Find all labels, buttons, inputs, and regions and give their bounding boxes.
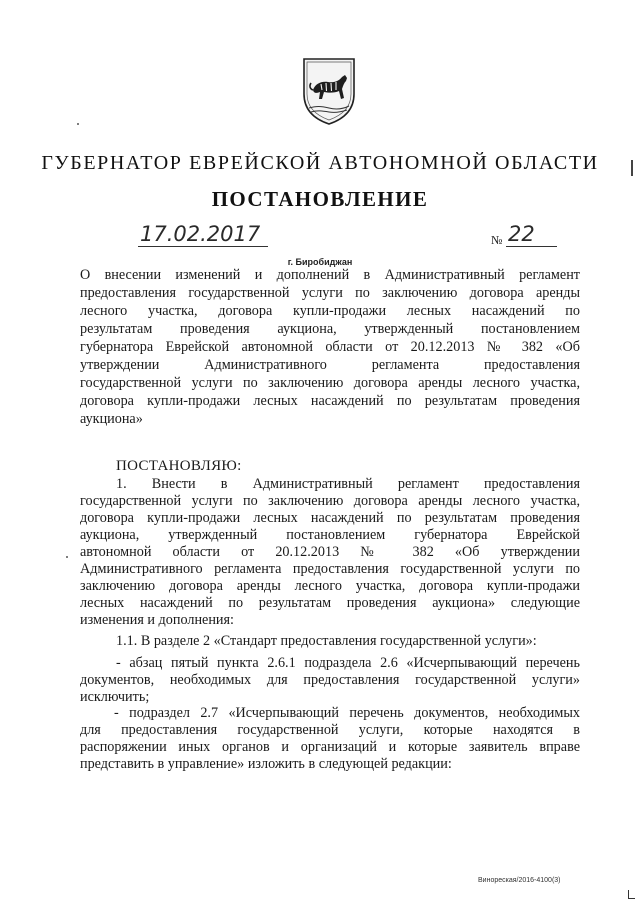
heading-line: лесного участка, договора купли-продажи лесных насаждений по xyxy=(80,303,580,319)
text-line: государственной услуги по заключению договора аренды лесного участка, xyxy=(80,493,580,509)
text-line: Административного регламента предоставления государственной услуги по xyxy=(80,561,580,577)
paragraph-amendment-1 xyxy=(80,655,580,706)
document-date: 17.02.2017 xyxy=(138,224,268,247)
decree-word: ПОСТАНОВЛЯЮ: xyxy=(116,458,242,474)
text-line: представить в управление» изложить в следующей редакции: xyxy=(80,756,452,772)
footer-code: Винореская/2016-4100(3) xyxy=(478,877,561,884)
governor-title: ГУБЕРНАТОР ЕВРЕЙСКОЙ АВТОНОМНОЙ ОБЛАСТИ xyxy=(41,152,599,174)
document-type: ПОСТАНОВЛЕНИЕ xyxy=(211,187,429,211)
heading-line: договора купли-продажи лесных насаждений по результатам проведения xyxy=(80,393,580,409)
scan-speck xyxy=(77,123,79,125)
scan-corner-mark xyxy=(628,890,635,899)
text-line: договора купли-продажи лесных насаждений по результатам проведения xyxy=(80,510,580,526)
number-sign: № xyxy=(491,233,503,247)
text-line: 1.1. В разделе 2 «Стандарт предоставления государственной услуги»: xyxy=(116,633,537,649)
heading-line: аукциона» xyxy=(80,411,143,427)
scan-speck xyxy=(66,556,68,558)
heading-line: губернатора Еврейской автономной области от 20.12.2013 № 382 «Об xyxy=(80,339,580,355)
text-line: документов, необходимых для предоставления государственной услуги» xyxy=(80,672,580,688)
heading-line: государственной услуги по заключению договора аренды лесного участка, xyxy=(80,375,580,391)
text-line: изменения и дополнения: xyxy=(80,612,234,628)
document-heading xyxy=(80,266,580,428)
document-number: 22 xyxy=(506,224,557,247)
heading-line: О внесении изменений и дополнений в Административный регламент xyxy=(80,267,580,283)
text-line: - абзац пятый пункта 2.6.1 подраздела 2.6 «Исчерпывающий перечень xyxy=(116,655,580,671)
text-line: распоряжении иных органов и организаций и которые заявитель вправе xyxy=(80,739,580,755)
paragraph-1 xyxy=(80,476,580,629)
text-line: заключению договора аренды лесного участка, договора купли-продажи xyxy=(80,578,580,594)
paragraph-1-1 xyxy=(80,633,580,650)
city-line: г. Биробиджан xyxy=(287,257,353,267)
text-line: лесных насаждений по результатам проведения аукциона» следующие xyxy=(80,595,580,611)
coat-of-arms-icon xyxy=(301,56,357,126)
scan-margin-mark xyxy=(631,160,633,176)
text-line: автономной области от 20.12.2013 № 382 «Об утверждении xyxy=(80,544,580,560)
text-line: аукциона, утвержденный постановлением губернатора Еврейской xyxy=(80,527,580,543)
paragraph-amendment-2 xyxy=(80,705,580,773)
heading-line: результатам проведения аукциона, утвержденный постановлением xyxy=(80,321,580,337)
heading-line: предоставления государственной услуги по заключению договора аренды xyxy=(80,285,580,301)
heading-line: утверждении Административного регламента предоставления xyxy=(80,357,580,373)
text-line: - подраздел 2.7 «Исчерпывающий перечень документов, необходимых xyxy=(114,705,580,721)
text-line: исключить; xyxy=(80,689,150,705)
text-line: для предоставления государственной услуги, которые находятся в xyxy=(80,722,580,738)
text-line: 1. Внести в Административный регламент предоставления xyxy=(116,476,580,492)
